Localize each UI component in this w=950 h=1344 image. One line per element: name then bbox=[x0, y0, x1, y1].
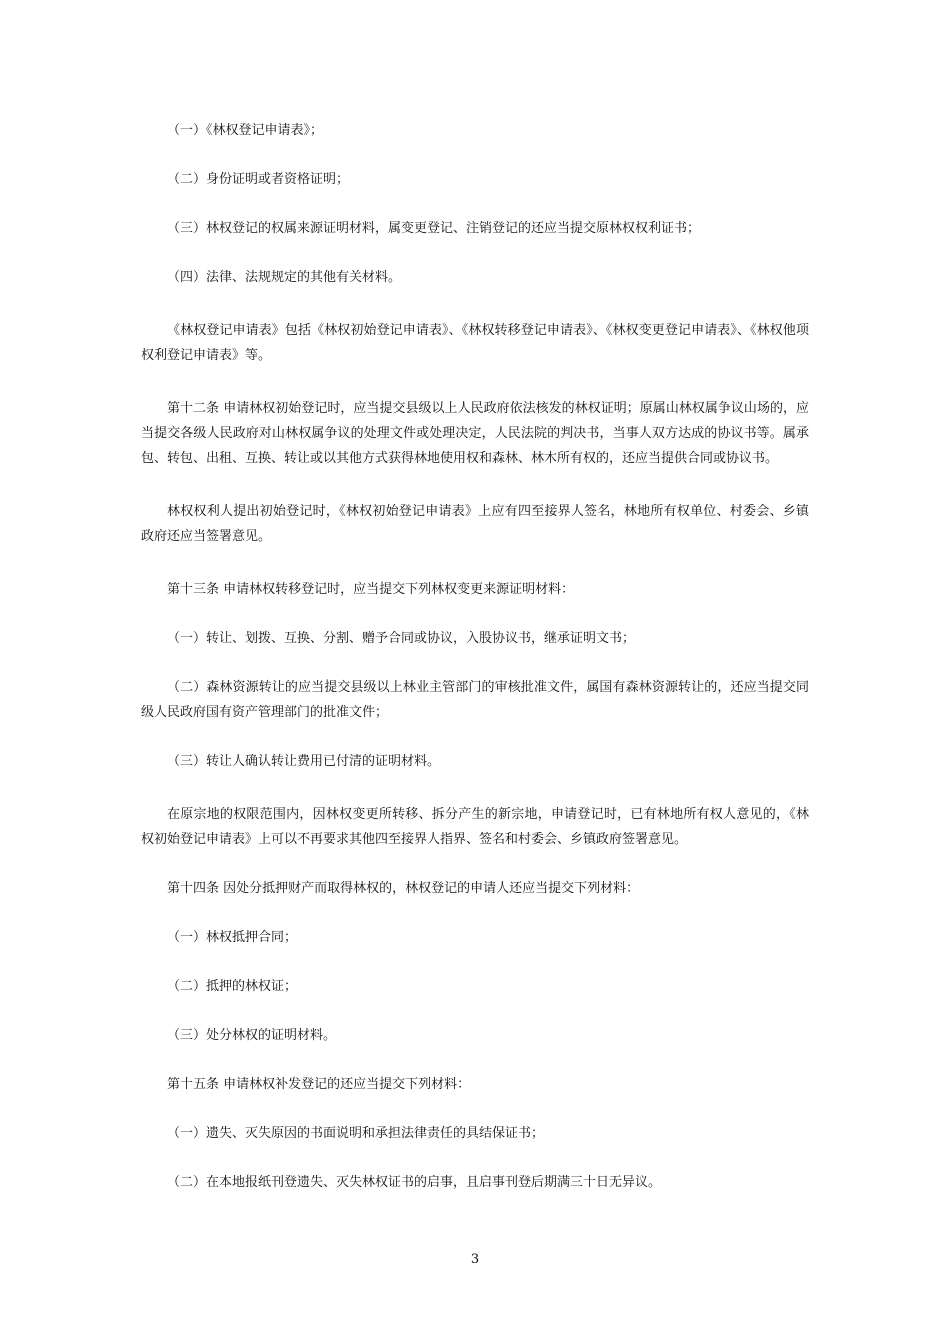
page-body bbox=[141, 118, 809, 1195]
list-item-identity-proof: （二）身份证明或者资格证明； bbox=[167, 172, 350, 187]
list-item-payment-proof: （三）转让人确认转让费用已付清的证明材料。 bbox=[167, 754, 441, 769]
list-item-other-materials: （四）法律、法规规定的其他有关材料。 bbox=[167, 270, 402, 285]
list-item-newspaper-notice: （二）在本地报纸刊登遗失、灭失林权证书的启事，且启事刊登后期满三十日无异议。 bbox=[167, 1175, 662, 1190]
list-item-mortgage-contract: （一）林权抵押合同； bbox=[167, 930, 298, 945]
list-item-mortgaged-certificate: （二）抵押的林权证； bbox=[167, 979, 298, 994]
list-item-ownership-proof: （三）林权登记的权属来源证明材料，属变更登记、注销登记的还应当提交原林权权利证书； bbox=[167, 221, 701, 236]
list-item-transfer-contracts: （一）转让、划拨、互换、分割、赠予合同或协议，入股协议书，继承证明文书； bbox=[167, 631, 636, 646]
page-number: 3 bbox=[470, 1252, 480, 1267]
article-12: 第十二条 申请林权初始登记时，应当提交县级以上人民政府依法核发的林权证明；原属山林权属争议山场的，应当提交各级人民政府对山林权属争议的处理文件或处理决定，人民法院的判决书，当事人双方达成的协议书等。属承包、转包、出租、互换、转让或以其他方式获得林地使用权和森林、林木所有权的，还应当提供合同或协议书。 bbox=[141, 401, 809, 466]
article-14: 第十四条 因处分抵押财产而取得林权的，林权登记的申请人还应当提交下列材料： bbox=[167, 881, 640, 896]
list-item-disposal-proof: （三）处分林权的证明材料。 bbox=[167, 1028, 337, 1043]
list-item-application-form: （一）《林权登记申请表》； bbox=[167, 123, 324, 138]
list-item-forest-resource-approval: （二）森林资源转让的应当提交县级以上林业主管部门的审核批准文件，属国有森林资源转让的，还应当提交同级人民政府国有资产管理部门的批准文件； bbox=[141, 680, 809, 720]
paragraph-initial-registration-signatures: 林权权利人提出初始登记时，《林权初始登记申请表》上应有四至接界人签名，林地所有权单位、村委会、乡镇政府还应当签署意见。 bbox=[141, 504, 809, 544]
paragraph-new-parcel: 在原宗地的权限范围内，因林权变更所转移、拆分产生的新宗地，申请登记时，已有林地所有权人意见的，《林权初始登记申请表》上可以不再要求其他四至接界人指界、签名和村委会、乡镇政府签署意见。 bbox=[141, 807, 809, 847]
list-item-loss-statement: （一）遗失、灭失原因的书面说明和承担法律责任的具结保证书； bbox=[167, 1126, 545, 1141]
article-13: 第十三条 申请林权转移登记时，应当提交下列林权变更来源证明材料： bbox=[167, 582, 575, 597]
article-15: 第十五条 申请林权补发登记的还应当提交下列材料： bbox=[167, 1077, 471, 1092]
paragraph-form-types: 《林权登记申请表》包括《林权初始登记申请表》、《林权转移登记申请表》、《林权变更登记申请表》、《林权他项权利登记申请表》等。 bbox=[141, 323, 809, 363]
